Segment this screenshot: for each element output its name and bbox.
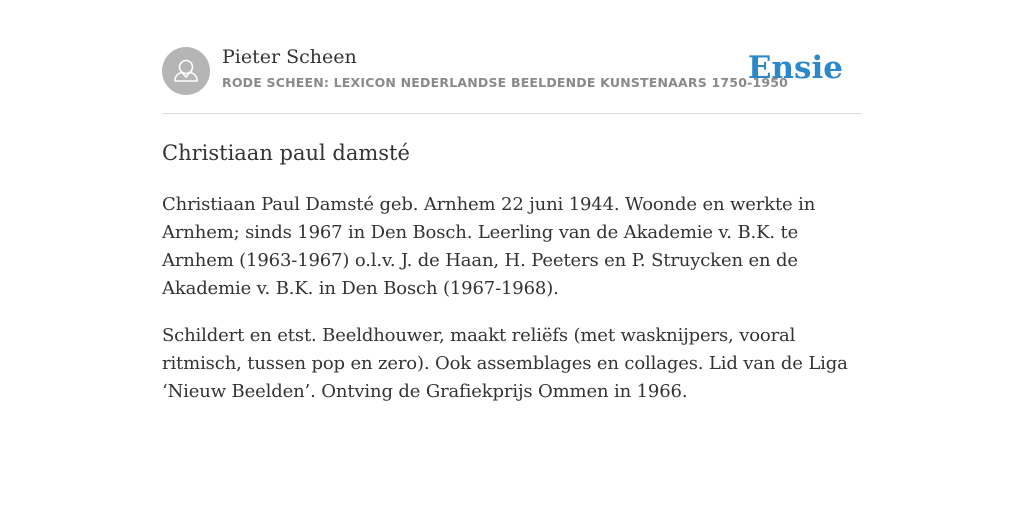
entry-header [162, 44, 862, 114]
author-name[interactable]: Pieter Scheen [222, 46, 357, 68]
entry-paragraph-1: Christiaan Paul Damsté geb. Arnhem 22 juni 1944. Woonde en werkte in Arnhem; sinds 1967 in Den Bosch. Leerling van de Akademie v. B.K. te Arnhem (1963-1967) o.l.v. J. de Haan, H. Peeters en P. Struycken en de Akademie v. B.K. in Den Bosch (1967-1968). [162, 194, 816, 299]
source-publication[interactable]: RODE SCHEEN: LEXICON NEDERLANDSE BEELDENDE KUNSTENAARS 1750-1950 [222, 75, 789, 90]
entry-paragraph-2: Schildert en etst. Beeldhouwer, maakt reliëfs (met wasknijpers, vooral ritmisch, tussen pop en zero). Ook assemblages en collages. Lid van de Liga ‘Nieuw Beelden’. Ontving de Grafiekprijs Ommen in 1966. [162, 325, 848, 402]
ensie-logo[interactable]: Ensie [747, 50, 843, 86]
entry-card [162, 44, 862, 406]
author-avatar[interactable] [162, 47, 210, 95]
user-icon [162, 47, 210, 95]
entry-title: Christiaan paul damsté [162, 141, 410, 165]
